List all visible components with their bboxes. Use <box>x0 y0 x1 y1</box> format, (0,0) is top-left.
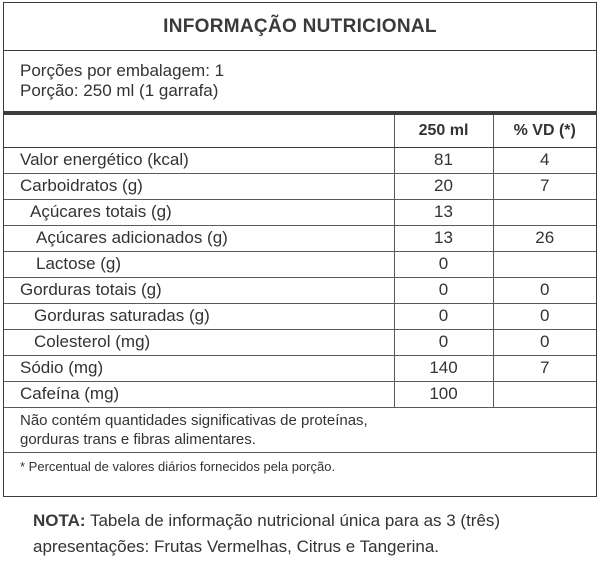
table-row <box>4 303 596 329</box>
nutrient-name: Colesterol (mg) <box>4 329 394 355</box>
nutrient-name: Lactose (g) <box>4 251 394 277</box>
nutrient-vd <box>493 381 596 407</box>
table-row <box>4 329 596 355</box>
table-row <box>4 173 596 199</box>
nutrient-value: 81 <box>394 147 493 173</box>
nutrient-value: 0 <box>394 251 493 277</box>
nutrient-vd: 0 <box>493 329 596 355</box>
nutrient-value: 13 <box>394 225 493 251</box>
nota-line-1 <box>33 508 593 534</box>
table-row <box>4 225 596 251</box>
nutrient-vd: 7 <box>493 355 596 381</box>
disclaimer-line-1: Não contém quantidades significativas de proteínas, <box>20 411 368 429</box>
nutrient-vd: 0 <box>493 303 596 329</box>
nutrient-value: 140 <box>394 355 493 381</box>
table-row <box>4 199 596 225</box>
nutrient-value: 0 <box>394 329 493 355</box>
table-header-row <box>4 115 596 147</box>
nutrient-vd <box>493 251 596 277</box>
nutrient-name: Cafeína (mg) <box>4 381 394 407</box>
nota-label: NOTA: <box>33 511 86 530</box>
panel-title: INFORMAÇÃO NUTRICIONAL <box>4 3 596 51</box>
nutrition-table <box>4 115 596 408</box>
portion-size: Porção: 250 ml (1 garrafa) <box>20 81 219 100</box>
nutrient-value: 100 <box>394 381 493 407</box>
table-row <box>4 147 596 173</box>
servings-per-package: Porções por embalagem: 1 <box>20 61 225 80</box>
nutrient-vd: 7 <box>493 173 596 199</box>
nutrient-value: 13 <box>394 199 493 225</box>
nutrient-name: Valor energético (kcal) <box>4 147 394 173</box>
nutrient-vd: 4 <box>493 147 596 173</box>
nutrient-name: Carboidratos (g) <box>4 173 394 199</box>
nutrient-value: 20 <box>394 173 493 199</box>
nutrient-name: Açúcares adicionados (g) <box>4 225 394 251</box>
disclaimer-line-2: gorduras trans e fibras alimentares. <box>20 430 256 448</box>
table-row <box>4 277 596 303</box>
nutrient-value: 0 <box>394 277 493 303</box>
header-amount: 250 ml <box>394 115 493 147</box>
serving-info <box>4 51 596 115</box>
nutrient-vd <box>493 199 596 225</box>
nutrient-name: Açúcares totais (g) <box>4 199 394 225</box>
nutrient-name: Gorduras totais (g) <box>4 277 394 303</box>
nota-body-1: Tabela de informação nutricional única para as 3 (três) <box>85 511 501 530</box>
nutrient-disclaimer <box>4 408 596 453</box>
header-nutrient <box>4 115 394 147</box>
nutrient-vd: 0 <box>493 277 596 303</box>
nutrition-facts-panel <box>3 2 597 497</box>
nutrient-name: Gorduras saturadas (g) <box>4 303 394 329</box>
nutrient-vd: 26 <box>493 225 596 251</box>
table-row <box>4 251 596 277</box>
nota-line-2: apresentações: Frutas Vermelhas, Citrus e Tangerina. <box>33 537 440 556</box>
daily-value-footnote: * Percentual de valores diários fornecidos pela porção. <box>20 458 336 474</box>
header-daily-value: % VD (*) <box>493 115 596 147</box>
nota-text <box>33 508 593 560</box>
nutrient-name: Sódio (mg) <box>4 355 394 381</box>
nutrient-value: 0 <box>394 303 493 329</box>
table-row <box>4 355 596 381</box>
table-row <box>4 381 596 407</box>
